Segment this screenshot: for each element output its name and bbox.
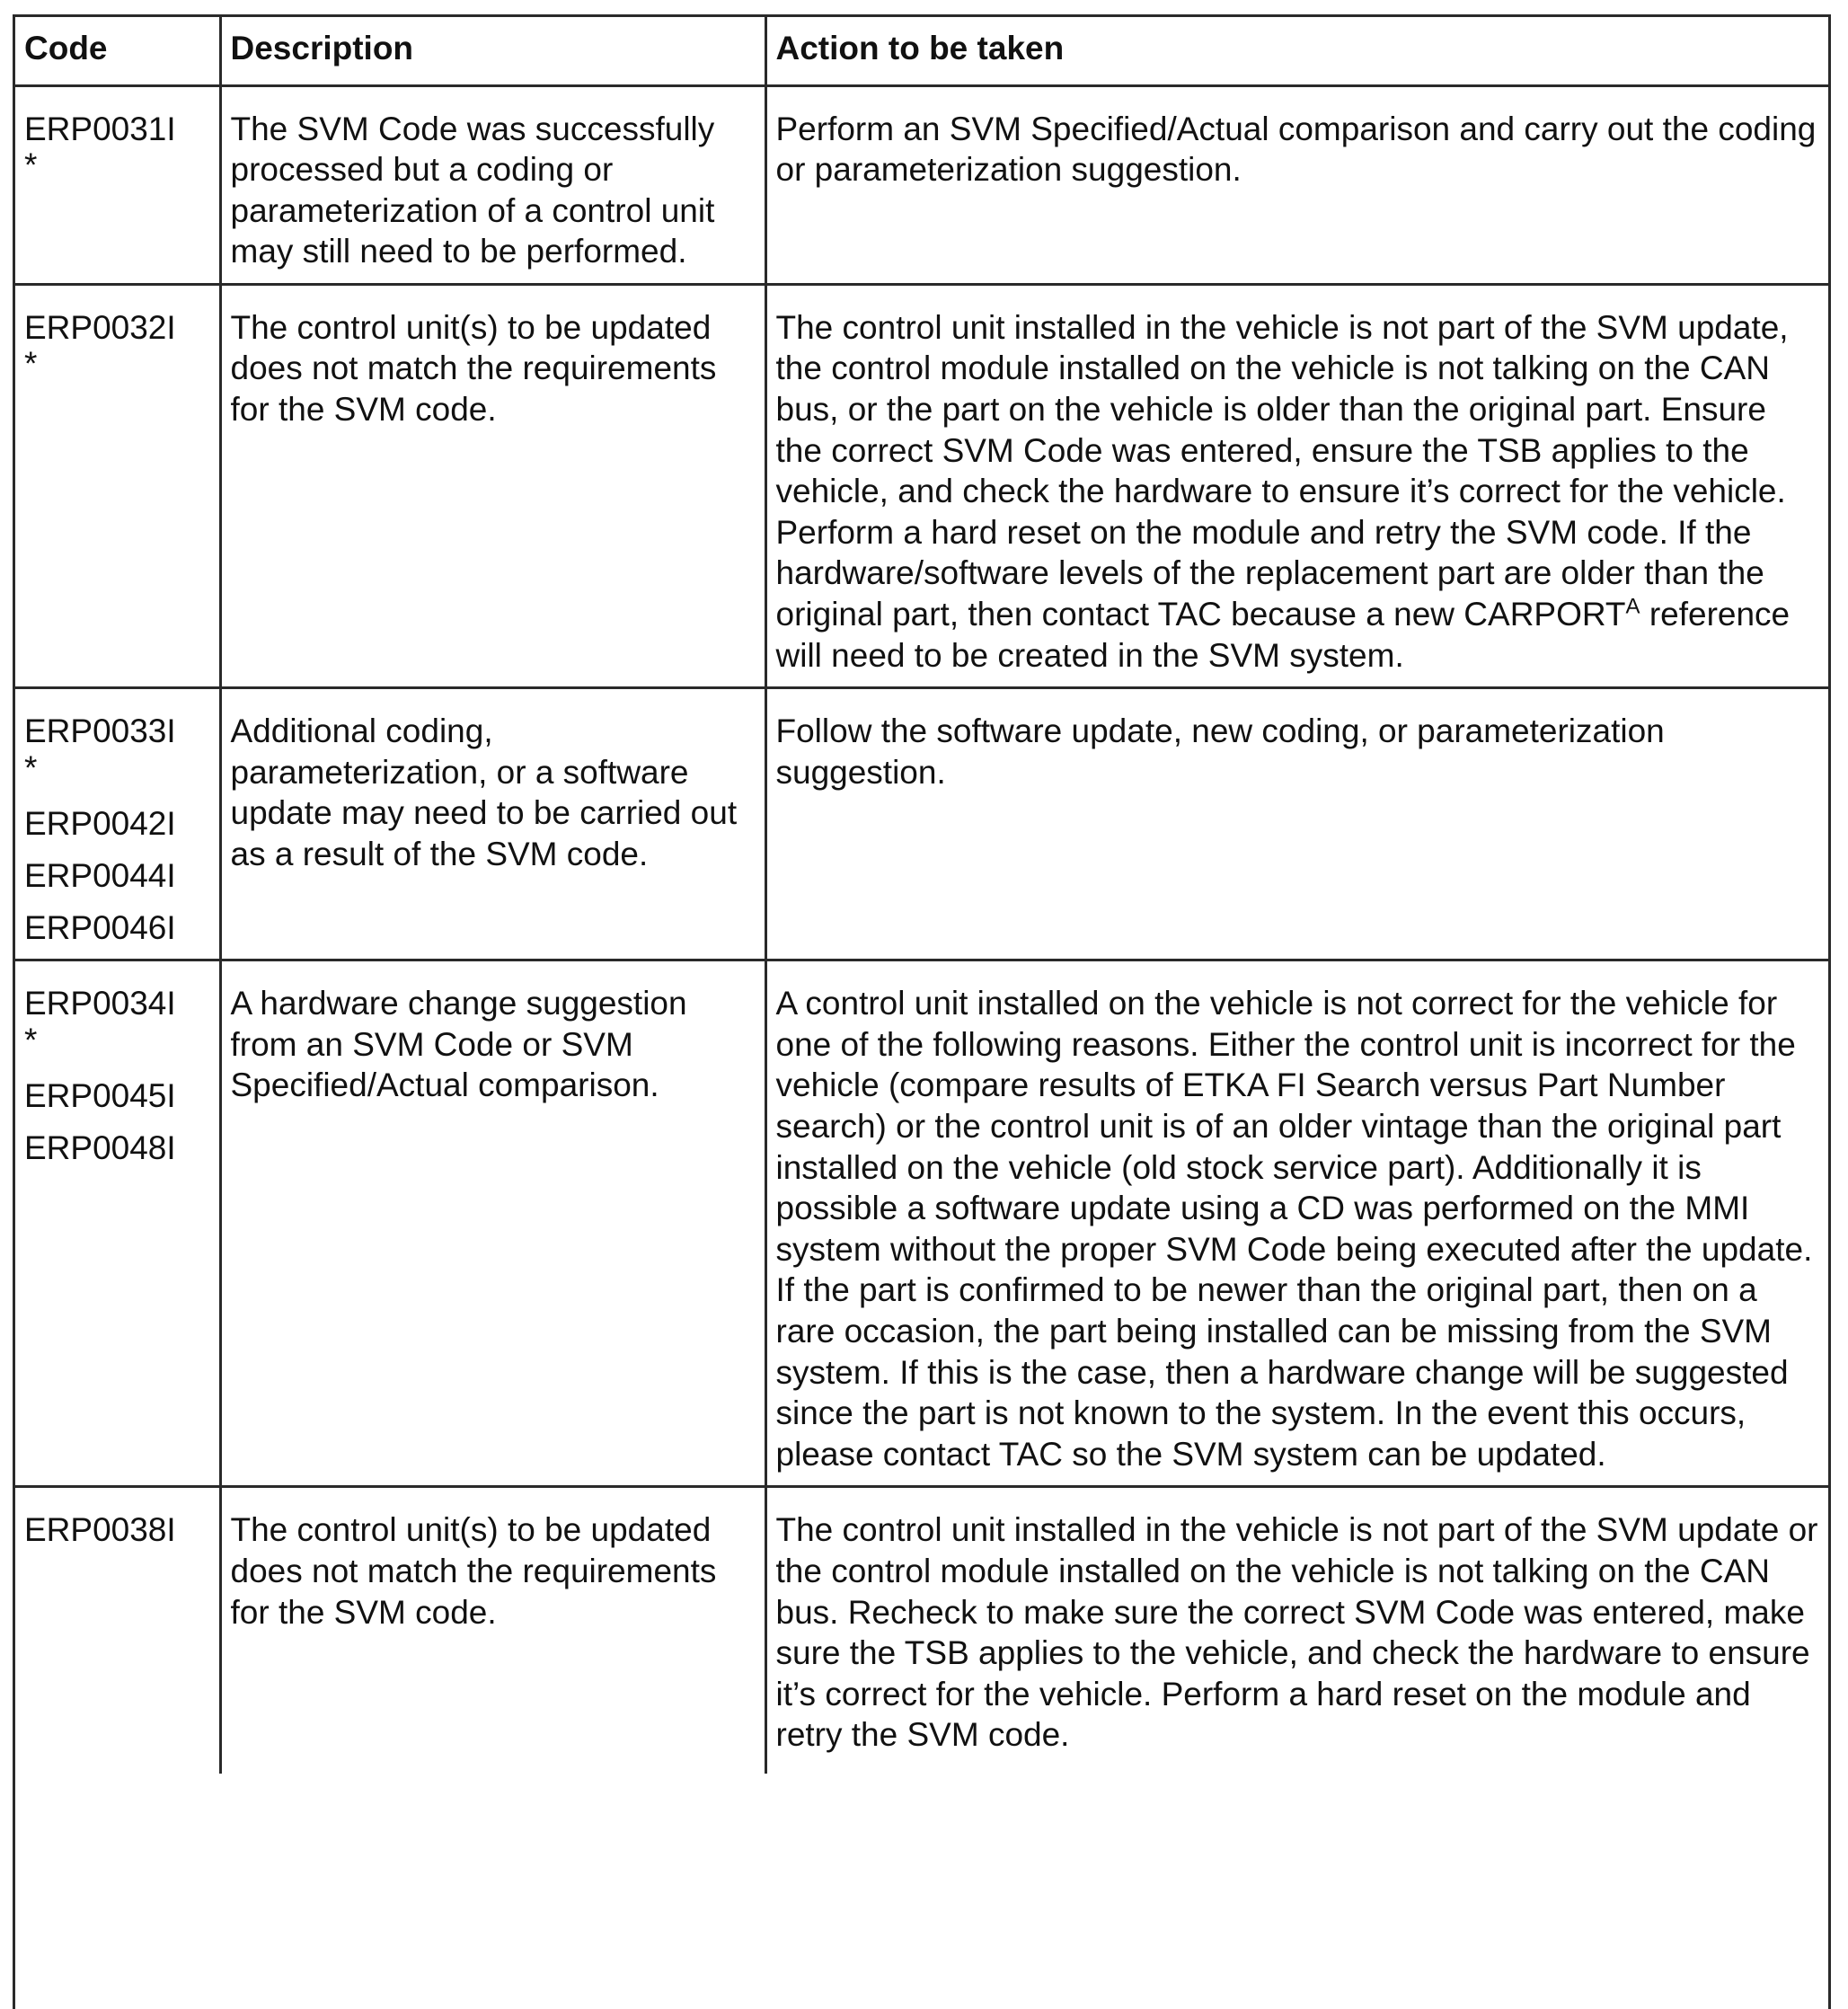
action-text-continued: reference will need to be created in the SVM system. (775, 596, 1791, 674)
column-header-description: Description (220, 17, 765, 85)
error-code-table-frame (13, 14, 1831, 2009)
asterisk-marker: * (24, 345, 38, 383)
table-row (15, 1487, 1828, 1774)
code-cell (15, 1487, 220, 1774)
error-code-table (15, 17, 1828, 1774)
error-code: ERP0042I (24, 805, 176, 843)
action-text: The control unit installed in the vehicle is not part of the SVM update, the control module installed on the vehicle is not talking on the CAN bus, or the part on the vehicle is older than the original part. Ensure the correct SVM Code was entered, ensure the TSB applies to the vehicle, and check the hardware to ensure it’s correct for the vehicle. Perform a hard reset on the module and retry the SVM code. If the hardware/software levels of the replacement part are older than the original part, then contact TAC because a new CARPORT (775, 308, 1789, 633)
error-code: ERP0045I (24, 1077, 176, 1115)
description-cell: Additional coding, parameterization, or a software update may need to be carried out as a result of the SVM code. (220, 688, 765, 960)
code-cell (15, 284, 220, 687)
table-row (15, 284, 1828, 687)
code-cell (15, 688, 220, 960)
description-cell: The SVM Code was successfully processed but a coding or parameterization of a control unit may still need to be performed. (220, 85, 765, 284)
asterisk-marker: * (24, 748, 38, 786)
action-cell (765, 284, 1828, 687)
asterisk-marker: * (24, 146, 38, 184)
column-header-code: Code (15, 17, 220, 85)
code-cell (15, 85, 220, 284)
action-cell: A control unit installed on the vehicle is not correct for the vehicle for one of the following reasons. Either the control unit is incorrect for the vehicle (compare results of ETKA FI Search versus Part Number search) or the control unit is of an older vintage than the original part installed on the vehicle (old stock service part). Additionally it is possible a software update using a CD was performed on the MMI system without the proper SVM Code being executed after the update. If the part is confirmed to be newer than the original part, then on a rare occasion, the part being installed can be missing from the SVM system. If this is the case, then a hardware change will be suggested since the part is not known to the system. In the event this occurs, please contact TAC so the SVM system can be updated. (765, 960, 1828, 1487)
code-cell (15, 960, 220, 1487)
error-code: ERP0046I (24, 908, 176, 946)
description-cell: The control unit(s) to be updated does not match the requirements for the SVM code. (220, 284, 765, 687)
footnote-marker: A (1625, 594, 1640, 619)
action-cell: The control unit installed in the vehicle is not part of the SVM update or the control module installed on the vehicle is not talking on the CAN bus. Recheck to make sure the correct SVM Code was entered, make sure the TSB applies to the vehicle, and check the hardware to ensure it’s correct for the vehicle. Perform a hard reset on the module and retry the SVM code. (765, 1487, 1828, 1774)
error-code: ERP0038I (24, 1511, 176, 1549)
asterisk-marker: * (24, 1021, 38, 1058)
action-cell: Perform an SVM Specified/Actual comparison and carry out the coding or parameterization suggestion. (765, 85, 1828, 284)
description-cell: The control unit(s) to be updated does not match the requirements for the SVM code. (220, 1487, 765, 1774)
action-cell: Follow the software update, new coding, or parameterization suggestion. (765, 688, 1828, 960)
error-code: ERP0044I (24, 857, 176, 894)
description-cell: A hardware change suggestion from an SVM Code or SVM Specified/Actual comparison. (220, 960, 765, 1487)
table-header-row (15, 17, 1828, 85)
error-code: ERP0031I (24, 110, 176, 147)
table-row (15, 688, 1828, 960)
error-code: ERP0033I (24, 712, 176, 750)
table-row (15, 85, 1828, 284)
error-code: ERP0034I (24, 985, 176, 1022)
error-code: ERP0032I (24, 308, 176, 346)
column-header-action: Action to be taken (765, 17, 1828, 85)
table-row (15, 960, 1828, 1487)
error-code: ERP0048I (24, 1128, 176, 1166)
